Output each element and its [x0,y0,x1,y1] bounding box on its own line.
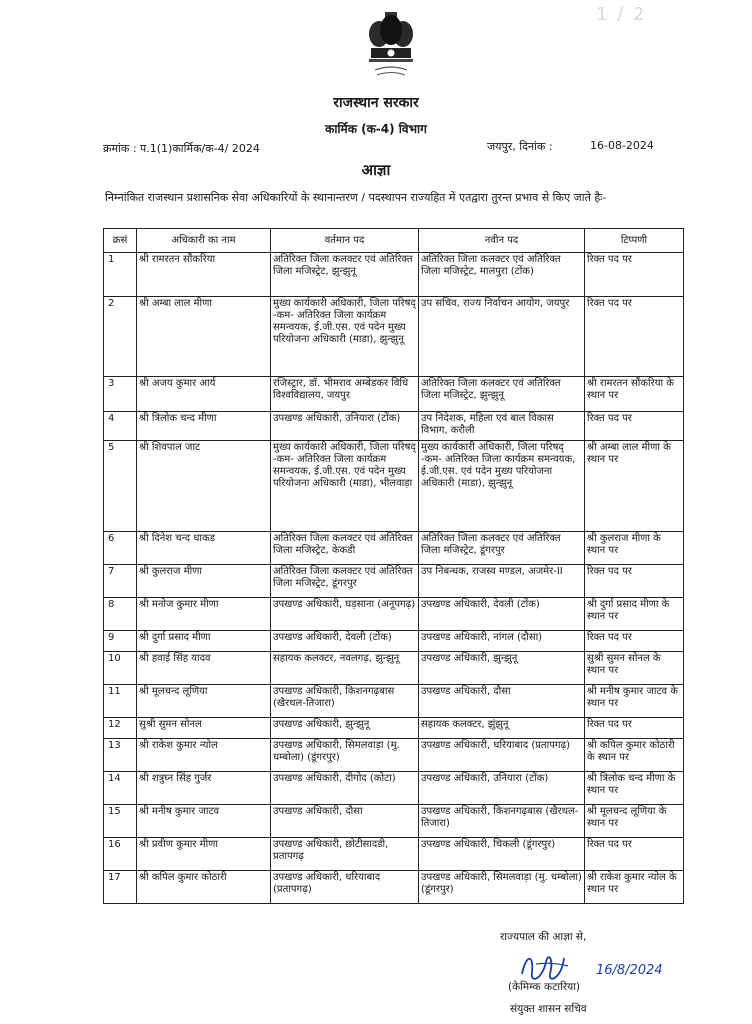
cell-current-post: अतिरिक्त जिला कलक्टर एवं अतिरिक्त जिला मजिस्ट्रेट, झुन्झुनू [271,253,419,297]
table-row [104,871,684,904]
cell-officer-name: सुश्री सुमन सोनल [137,718,271,739]
cell-serial: 2 [104,297,137,377]
cell-serial: 1 [104,253,137,297]
cell-serial: 15 [104,805,137,838]
cell-officer-name: श्री रामरतन सौंकरिया [137,253,271,297]
cell-serial: 9 [104,631,137,652]
cell-officer-name: श्री मनोज कुमार मीणा [137,598,271,631]
cell-current-post: उपखण्ड अधिकारी, किशनगढ़बास (खैरथल-तिजारा) [271,685,419,718]
cell-serial: 17 [104,871,137,904]
cell-remarks: श्री राकेश कुमार न्योल के स्थान पर [585,871,684,904]
page-marker: 1 / 2 [596,4,647,25]
date-label: जयपुर, दिनांक : [487,140,553,153]
cell-officer-name: श्री अजय कुमार आर्य [137,377,271,412]
cell-remarks: रिक्त पद पर [585,412,684,441]
cell-officer-name: श्री दुर्गा प्रसाद मीणा [137,631,271,652]
table-row [104,631,684,652]
cell-serial: 3 [104,377,137,412]
cell-new-post: उपखण्ड अधिकारी, किशनगढ़बास (खैरथल-तिजारा) [419,805,585,838]
cell-serial: 13 [104,739,137,772]
order-title: आज्ञा [361,161,391,179]
cell-new-post: अतिरिक्त जिला कलक्टर एवं अतिरिक्त जिला मजिस्ट्रेट, डूंगरपुर [419,532,585,565]
cell-current-post: उपखण्ड अधिकारी, घड़साना (अनूपगढ़) [271,598,419,631]
table-row [104,685,684,718]
col-new-post-header: नवीन पद [419,229,585,253]
cell-officer-name: श्री हवाई सिंह यादव [137,652,271,685]
cell-current-post: मुख्य कार्यकारी अधिकारी, जिला परिषद् -कम- अतिरिक्त जिला कार्यक्रम समन्वयक, ई.जी.एस. एवं पदेन मुख्य परियोजना अधिकारी (माडा), भीलवाड़ा [271,441,419,532]
cell-current-post: उपखण्ड अधिकारी, उनियारा (टोंक) [271,412,419,441]
signatory-designation: संयुक्त शासन सचिव [510,1003,587,1015]
signature-date: 16/8/2024 [596,963,663,978]
transfer-table [103,228,684,904]
cell-current-post: उपखण्ड अधिकारी, दौसा [271,805,419,838]
cell-remarks: रिक्त पद पर [585,838,684,871]
intro-text: निम्नांकित राजस्थान प्रशासनिक सेवा अधिकारियों के स्थानान्तरण / पदस्थापन राज्यहित में एतद्वारा तुरन्त प्रभाव से किए जाते हैः- [105,191,607,204]
cell-officer-name: श्री कपिल कुमार कोठारी [137,871,271,904]
table-row [104,805,684,838]
table-row [104,377,684,412]
cell-officer-name: श्री राकेश कुमार न्योल [137,739,271,772]
cell-remarks: रिक्त पद पर [585,718,684,739]
state-emblem-icon [363,8,419,84]
table-row [104,532,684,565]
cell-remarks: श्री अम्बा लाल मीणा के स्थान पर [585,441,684,532]
cell-current-post: उपखण्ड अधिकारी, धरियाबाद (प्रतापगढ़) [271,871,419,904]
cell-serial: 7 [104,565,137,598]
cell-current-post: उपखण्ड अधिकारी, झुन्झुनू [271,718,419,739]
cell-new-post: उपखण्ड अधिकारी, नांगल (दौसा) [419,631,585,652]
cell-serial: 12 [104,718,137,739]
cell-current-post: अतिरिक्त जिला कलक्टर एवं अतिरिक्त जिला मजिस्ट्रेट, केकडी [271,532,419,565]
cell-remarks: सुश्री सुमन सोनल के स्थान पर [585,652,684,685]
cell-new-post: उप निबन्धक, राजस्व मण्डल, अजमेर-II [419,565,585,598]
cell-remarks: रिक्त पद पर [585,297,684,377]
table-row [104,598,684,631]
cell-new-post: सहायक कलक्टर, झुंझुनू [419,718,585,739]
cell-serial: 5 [104,441,137,532]
table-row [104,253,684,297]
cell-new-post: उप निदेशक, महिला एवं बाल विकास विभाग, करौली [419,412,585,441]
cell-officer-name: श्री मनीष कुमार जाटव [137,805,271,838]
by-order-of-governor: राज्यपाल की आज्ञा से, [500,931,587,943]
date-value: 16-08-2024 [590,139,654,152]
table-row [104,565,684,598]
signatory-name: (केमिम्क कटारिया) [508,981,581,993]
col-serial-header: क्रसं [104,229,137,253]
cell-serial: 14 [104,772,137,805]
col-remarks-header: टिप्पणी [585,229,684,253]
cell-serial: 16 [104,838,137,871]
table-row [104,838,684,871]
cell-current-post: रजिस्ट्रार, डॉ. भीमराव अम्बेडकर विधि विश्वविद्यालय, जयपुर [271,377,419,412]
cell-remarks: रिक्त पद पर [585,565,684,598]
table-row [104,739,684,772]
cell-current-post: सहायक कलक्टर, नवलगढ़, झुन्झुनू [271,652,419,685]
cell-current-post: अतिरिक्त जिला कलक्टर एवं अतिरिक्त जिला मजिस्ट्रेट, डूंगरपुर [271,565,419,598]
cell-remarks: श्री मूलचन्द लूणिया के स्थान पर [585,805,684,838]
government-heading: राजस्थान सरकार [333,95,419,111]
cell-serial: 6 [104,532,137,565]
table-row [104,718,684,739]
cell-remarks: रिक्त पद पर [585,253,684,297]
cell-officer-name: श्री शिवपाल जाट [137,441,271,532]
cell-current-post: उपखण्ड अधिकारी, दीगोद (कोटा) [271,772,419,805]
cell-new-post: उप सचिव, राज्य निर्वाचन आयोग, जयपुर [419,297,585,377]
cell-current-post: मुख्य कार्यकारी अधिकारी, जिला परिषद् -कम- अतिरिक्त जिला कार्यक्रम समन्वयक, ई.जी.एस. एवं पदेन मुख्य परियोजना अधिकारी (माडा), झुन्झुनू [271,297,419,377]
table-row [104,297,684,377]
cell-officer-name: श्री शत्रुघ्न सिंह गुर्जर [137,772,271,805]
cell-remarks: रिक्त पद पर [585,631,684,652]
cell-new-post: उपखण्ड अधिकारी, उनियारा (टोंक) [419,772,585,805]
department-heading: कार्मिक (क-4) विभाग [325,122,427,136]
cell-new-post: अतिरिक्त जिला कलक्टर एवं अतिरिक्त जिला मजिस्ट्रेट, मालपुरा (टोंक) [419,253,585,297]
cell-new-post: अतिरिक्त जिला कलक्टर एवं अतिरिक्त जिला मजिस्ट्रेट, झुन्झुनू [419,377,585,412]
cell-current-post: उपखण्ड अधिकारी, सिमलवाड़ा (मु. धम्बोला) (डूंगरपुर) [271,739,419,772]
cell-new-post: उपखण्ड अधिकारी, धरियाबाद (प्रतापगढ़) [419,739,585,772]
table-row [104,772,684,805]
cell-serial: 11 [104,685,137,718]
cell-current-post: उपखण्ड अधिकारी, देवली (टोंक) [271,631,419,652]
cell-serial: 4 [104,412,137,441]
reference-number: क्रमांक : प.1(1)कार्मिक/क-4/ 2024 [103,142,260,155]
cell-new-post: मुख्य कार्यकारी अधिकारी, जिला परिषद् -कम- अतिरिक्त जिला कार्यक्रम समन्वयक, ई.जी.एस. एवं पदेन मुख्य परियोजना अधिकारी (माडा), झुन्झुनू [419,441,585,532]
table-row [104,412,684,441]
col-officer-name-header: अधिकारी का नाम [137,229,271,253]
cell-officer-name: श्री दिनेश चन्द धाकड [137,532,271,565]
cell-officer-name: श्री मूलचन्द लूणिया [137,685,271,718]
table-row [104,652,684,685]
cell-new-post: उपखण्ड अधिकारी, सिमलवाड़ा (मु. धम्बोला) (डूंगरपुर) [419,871,585,904]
cell-officer-name: श्री त्रिलोक चन्द मीणा [137,412,271,441]
cell-current-post: उपखण्ड अधिकारी, छोटीसादडी, प्रतापगढ़ [271,838,419,871]
col-current-post-header: वर्तमान पद [271,229,419,253]
cell-new-post: उपखण्ड अधिकारी, चिकली (डूंगरपुर) [419,838,585,871]
table-header-row [104,229,684,253]
cell-new-post: उपखण्ड अधिकारी, झुन्झुनू [419,652,585,685]
cell-new-post: उपखण्ड अधिकारी, दौसा [419,685,585,718]
cell-remarks: श्री रामरतन सौंकरिया के स्थान पर [585,377,684,412]
cell-remarks: श्री त्रिलोक चन्द मीणा के स्थान पर [585,772,684,805]
cell-officer-name: श्री कुलराज मीणा [137,565,271,598]
cell-remarks: श्री मनीष कुमार जाटव के स्थान पर [585,685,684,718]
cell-remarks: श्री दुर्गा प्रसाद मीणा के स्थान पर [585,598,684,631]
cell-new-post: उपखण्ड अधिकारी, देवली (टोंक) [419,598,585,631]
table-row [104,441,684,532]
cell-serial: 10 [104,652,137,685]
cell-officer-name: श्री अम्बा लाल मीणा [137,297,271,377]
cell-serial: 8 [104,598,137,631]
cell-remarks: श्री कपिल कुमार कोठारी के स्थान पर [585,739,684,772]
cell-officer-name: श्री प्रवीण कुमार मीणा [137,838,271,871]
cell-remarks: श्री कुलराज मीणा के स्थान पर [585,532,684,565]
